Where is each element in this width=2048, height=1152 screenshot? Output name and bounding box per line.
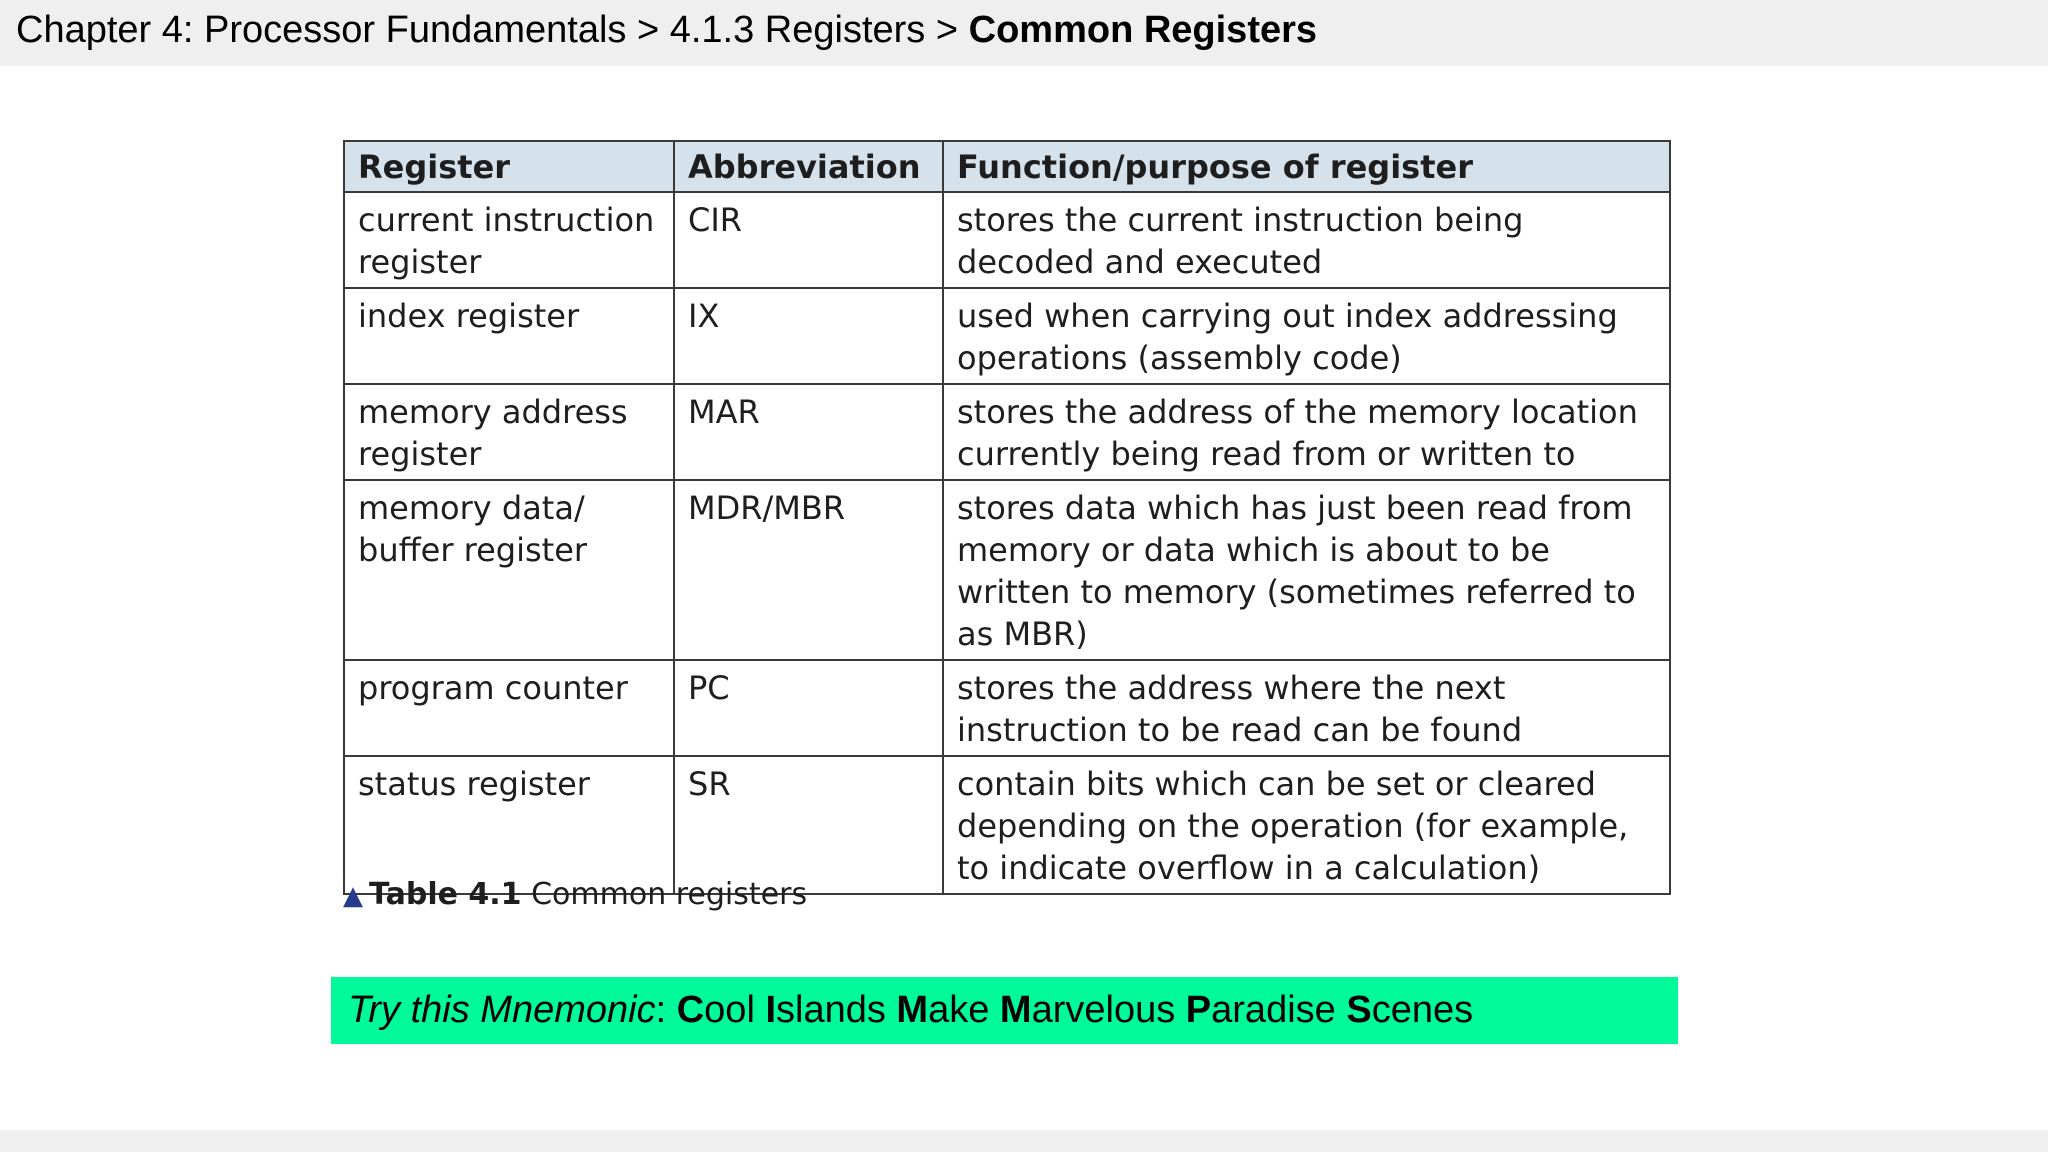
mnemonic-rest: aradise (1211, 989, 1336, 1031)
header-abbreviation: Abbreviation (674, 141, 943, 192)
header-register: Register (344, 141, 674, 192)
table-row (344, 288, 1670, 384)
table-row (344, 384, 1670, 480)
register-function: stores the address where the next instruction to be read can be found (943, 660, 1670, 756)
register-name: current instruction register (344, 192, 674, 288)
mnemonic-rest: ake (928, 989, 990, 1031)
table-row (344, 756, 1670, 894)
table-header-row (344, 141, 1670, 192)
table-row (344, 480, 1670, 660)
register-name: program counter (344, 660, 674, 756)
register-abbreviation: PC (674, 660, 943, 756)
triangle-marker-icon: ▲ (343, 881, 363, 911)
mnemonic-colon: : (655, 989, 677, 1031)
caption-label: Table 4.1 (369, 877, 522, 912)
mnemonic-initial: S (1346, 989, 1372, 1031)
mnemonic-initial: M (896, 989, 929, 1031)
mnemonic-word (1186, 989, 1336, 1031)
registers-table (343, 140, 1671, 895)
mnemonic-initial: C (676, 989, 705, 1031)
mnemonic-rest: arvelous (1031, 989, 1176, 1031)
register-abbreviation: CIR (674, 192, 943, 288)
breadcrumb (0, 0, 2048, 66)
register-function: stores the address of the memory location currently being read from or written to (943, 384, 1670, 480)
register-function: contain bits which can be set or cleared depending on the operation (for example, to indicate overflow in a calculation) (943, 756, 1670, 894)
mnemonic-word (1000, 989, 1175, 1031)
mnemonic-word (765, 989, 885, 1031)
breadcrumb-separator: > (925, 9, 969, 51)
register-function: stores data which has just been read from memory or data which is about to be written to memory (sometimes referred to as MBR) (943, 480, 1670, 660)
mnemonic-rest: slands (776, 989, 886, 1031)
register-name: memory address register (344, 384, 674, 480)
register-name: status register (344, 756, 674, 894)
breadcrumb-current: Common Registers (968, 9, 1318, 51)
table-row (344, 660, 1670, 756)
mnemonic-lead: Try this Mnemonic (348, 989, 656, 1031)
mnemonic-rest: cenes (1371, 989, 1474, 1031)
mnemonic-word (1346, 989, 1473, 1031)
breadcrumb-chapter: Chapter 4: Processor Fundamentals (16, 9, 627, 51)
mnemonic-rest: ool (704, 989, 755, 1031)
table-caption (343, 875, 807, 916)
register-name: index register (344, 288, 674, 384)
header-function: Function/purpose of register (943, 141, 1670, 192)
breadcrumb-separator: > (626, 9, 670, 51)
register-abbreviation: MAR (674, 384, 943, 480)
register-function: used when carrying out index addressing operations (assembly code) (943, 288, 1670, 384)
mnemonic-initial: M (999, 989, 1032, 1031)
mnemonic-word (896, 989, 989, 1031)
register-name: memory data/ buffer register (344, 480, 674, 660)
mnemonic-initial: P (1185, 989, 1212, 1031)
table-row (344, 192, 1670, 288)
bottom-bar (0, 1130, 2048, 1152)
register-abbreviation: SR (674, 756, 943, 894)
breadcrumb-section: 4.1.3 Registers (669, 9, 926, 51)
register-abbreviation: IX (674, 288, 943, 384)
mnemonic-banner (331, 977, 1678, 1044)
register-abbreviation: MDR/MBR (674, 480, 943, 660)
register-function: stores the current instruction being decoded and executed (943, 192, 1670, 288)
mnemonic-initial: I (765, 989, 777, 1031)
mnemonic-word (677, 989, 755, 1031)
caption-text: Common registers (531, 877, 808, 912)
